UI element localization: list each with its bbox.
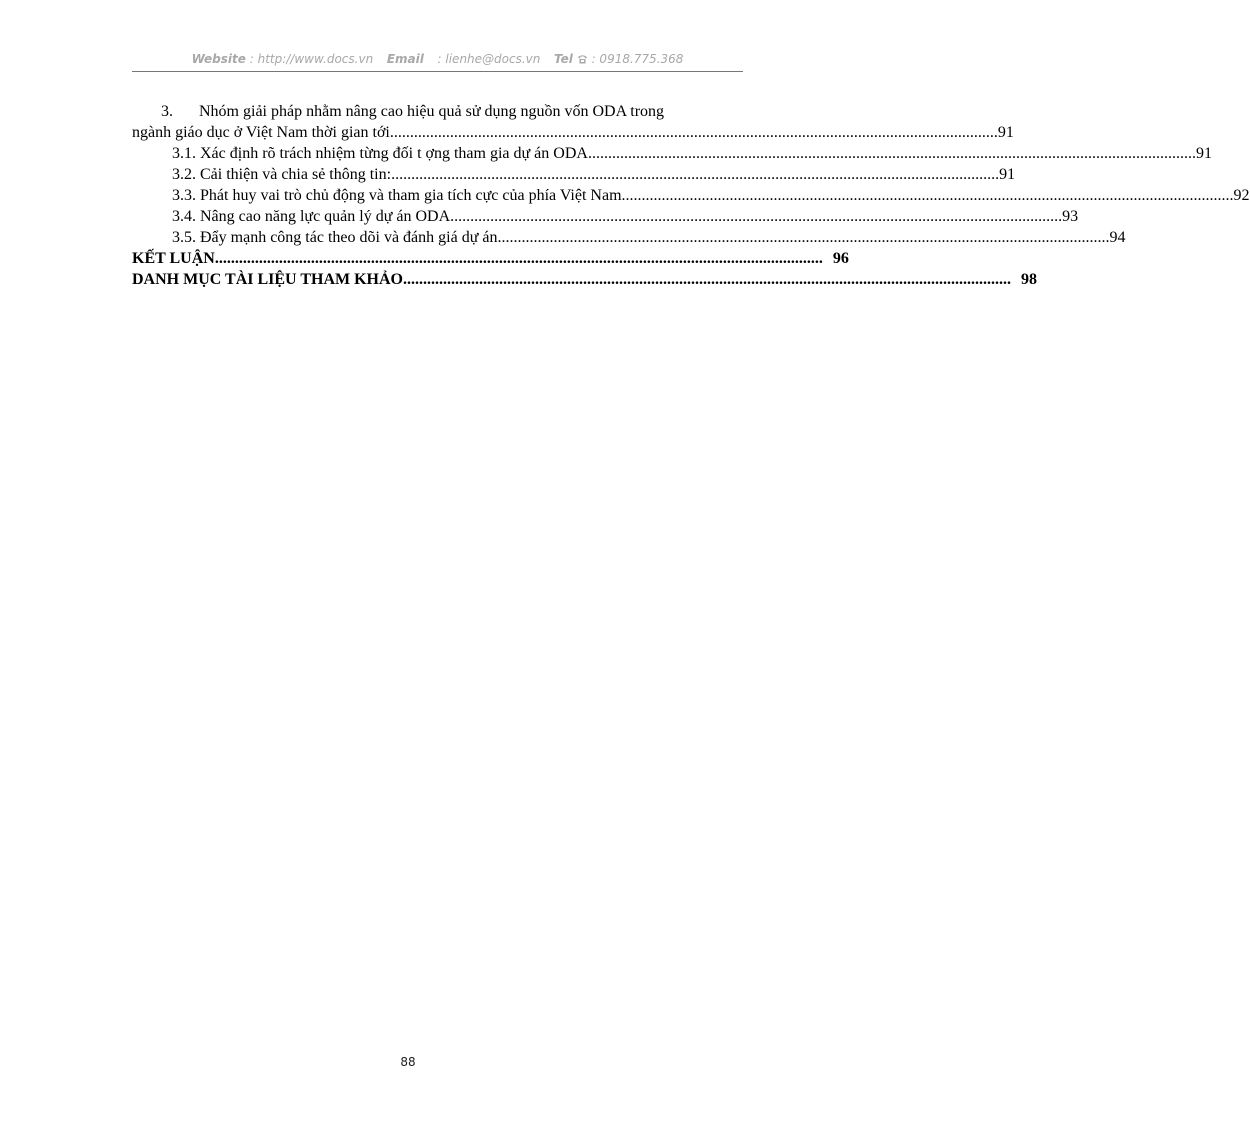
toc-page-number: 94	[1109, 229, 1126, 246]
toc-page-number: 96	[832, 250, 849, 267]
phone-icon	[577, 52, 592, 66]
table-of-contents	[132, 101, 1250, 290]
website-value: : http://www.docs.vn	[249, 52, 374, 66]
dot-leader: ........................................................................................................................................................	[454, 208, 1063, 225]
website-label: Website	[191, 52, 246, 66]
toc-item[interactable]	[132, 206, 1079, 227]
dot-leader: ........................................................................................................................................................	[587, 145, 1196, 162]
page-number: 88	[400, 1055, 416, 1069]
toc-section-number: 3.	[161, 103, 173, 120]
toc-section-3-continuation[interactable]	[132, 122, 1014, 143]
toc-item[interactable]	[132, 185, 1250, 206]
email-value: : lienhe@docs.vn	[437, 52, 541, 66]
toc-references[interactable]	[132, 269, 1037, 290]
toc-item[interactable]	[132, 143, 1212, 164]
toc-page-number: 98	[1020, 271, 1037, 288]
dot-leader: ........................................................................................................................................................	[501, 229, 1110, 246]
toc-section-title-line2: ngành giáo dục ở Việt Nam thời gian tới	[132, 124, 390, 141]
toc-section-title-line1: Nhóm giải pháp nhằm nâng cao hiệu quả sử dụng nguồn vốn ODA trong	[199, 103, 665, 120]
toc-item-label: 3.1. Xác định rõ trách nhiệm từng đối t ợng tham gia dự án ODA	[172, 145, 588, 162]
toc-item-label: 3.4. Nâng cao năng lực quản lý dự án ODA.	[172, 208, 455, 225]
tel-value: : 0918.775.368	[591, 52, 684, 66]
toc-page-number: 93	[1062, 208, 1079, 225]
toc-page-number: 91	[997, 124, 1014, 141]
toc-conclusion[interactable]	[132, 248, 849, 269]
dot-leader: ........................................................................................................................................................	[389, 124, 998, 141]
dot-leader: ........................................................................................................................................................	[214, 250, 823, 267]
toc-page-number: 91	[1195, 145, 1212, 162]
tel-label: Tel	[554, 52, 573, 66]
dot-leader: ........................................................................................................................................................	[402, 271, 1011, 288]
dot-leader: ........................................................................................................................................................	[625, 187, 1234, 204]
toc-page-number: 92	[1233, 187, 1250, 204]
toc-item[interactable]	[132, 164, 1016, 185]
toc-section-3[interactable]	[132, 101, 740, 122]
email-label: Email	[386, 52, 424, 66]
toc-item-label: 3.5. Đẩy mạnh công tác theo dõi và đánh giá dự án.	[172, 229, 502, 246]
toc-references-label: DANH MỤC TÀI LIỆU THAM KHẢO	[132, 271, 403, 288]
dot-leader: ........................................................................................................................................................	[391, 166, 1000, 183]
toc-item[interactable]	[132, 227, 1126, 248]
page-header	[132, 51, 743, 72]
toc-page-number: 91	[999, 166, 1016, 183]
toc-item-label: 3.3. Phát huy vai trò chủ động và tham gia tích cực của phía Việt Nam.	[172, 187, 626, 204]
toc-conclusion-label: KẾT LUẬN	[132, 250, 215, 267]
toc-item-label: 3.2. Cải thiện và chia sẻ thông tin:	[172, 166, 392, 183]
